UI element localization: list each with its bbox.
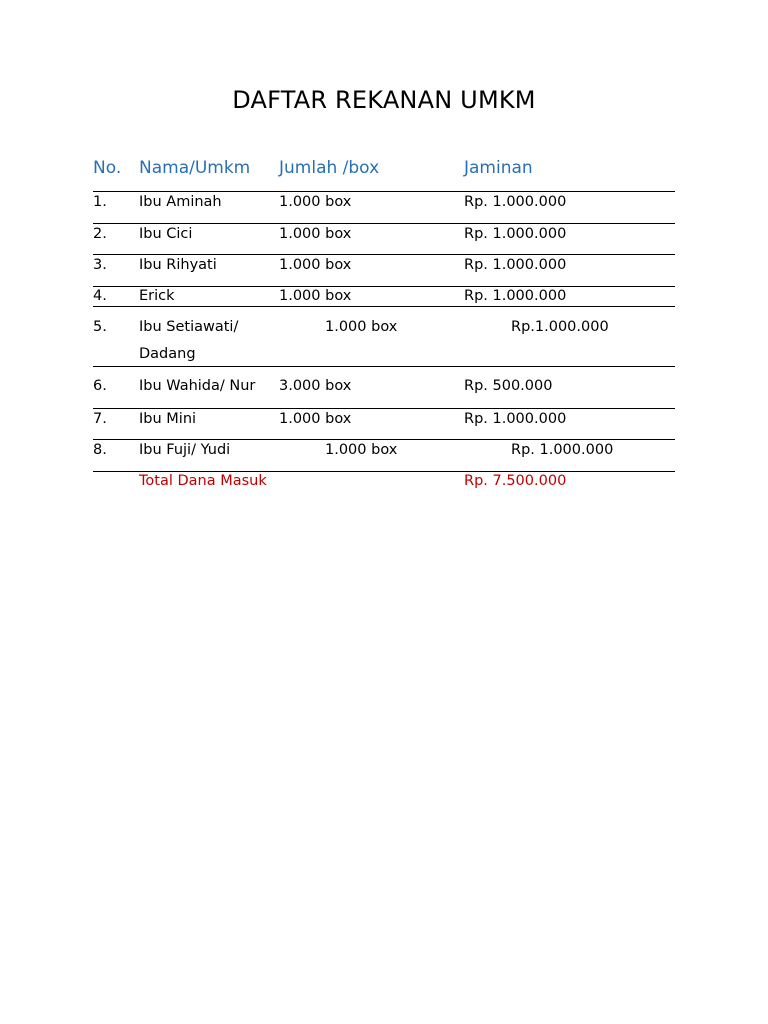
- header-no: No.: [93, 158, 122, 178]
- row-name: Ibu Fuji/ Yudi: [139, 442, 231, 458]
- row-name: Ibu Rihyati: [139, 257, 217, 273]
- table-row: [93, 409, 675, 440]
- row-qty: 3.000 box: [279, 378, 352, 394]
- row-no: 4.: [93, 288, 107, 304]
- row-qty: 1.000 box: [279, 288, 352, 304]
- row-name: Ibu Cici: [139, 226, 193, 242]
- page-title: DAFTAR REKANAN UMKM: [232, 86, 536, 114]
- row-no: 5.: [93, 319, 107, 335]
- table-row: [93, 440, 675, 472]
- row-guarantee: Rp. 1.000.000: [464, 411, 567, 427]
- partner-table: [93, 150, 675, 498]
- row-name: Ibu Setiawati/: [139, 319, 239, 335]
- row-guarantee: Rp.1.000.000: [511, 319, 609, 335]
- table-row: [93, 367, 675, 409]
- table-header: [93, 150, 675, 192]
- row-name: Ibu Aminah: [139, 194, 222, 210]
- row-name-block: [139, 319, 238, 362]
- row-no: 1.: [93, 194, 107, 210]
- table-row: [93, 224, 675, 255]
- table-row: [93, 255, 675, 287]
- total-label: Total Dana Masuk: [139, 473, 267, 489]
- table-row: [93, 307, 675, 367]
- row-no: 2.: [93, 226, 107, 242]
- table-row: [93, 287, 675, 307]
- row-name: Erick: [139, 288, 175, 304]
- row-name: Ibu Mini: [139, 411, 197, 427]
- header-guarantee: Jaminan: [464, 158, 533, 178]
- row-qty: 1.000 box: [279, 257, 352, 273]
- row-guarantee: Rp. 1.000.000: [511, 442, 614, 458]
- header-qty: Jumlah /box: [279, 158, 380, 178]
- row-no: 6.: [93, 378, 107, 394]
- table-row: [93, 192, 675, 224]
- row-name-continued: Dadang: [139, 346, 196, 362]
- row-qty: 1.000 box: [279, 194, 352, 210]
- row-guarantee: Rp. 1.000.000: [464, 226, 567, 242]
- row-qty: 1.000 box: [279, 226, 352, 242]
- total-row: [93, 472, 675, 498]
- total-value: Rp. 7.500.000: [464, 473, 567, 489]
- row-name: Ibu Wahida/ Nur: [139, 378, 256, 394]
- row-no: 8.: [93, 442, 107, 458]
- row-guarantee: Rp. 500.000: [464, 378, 553, 394]
- row-qty: 1.000 box: [279, 411, 352, 427]
- row-qty: 1.000 box: [325, 442, 398, 458]
- row-guarantee: Rp. 1.000.000: [464, 257, 567, 273]
- row-no: 3.: [93, 257, 107, 273]
- row-guarantee: Rp. 1.000.000: [464, 194, 567, 210]
- row-guarantee: Rp. 1.000.000: [464, 288, 567, 304]
- row-no: 7.: [93, 411, 107, 427]
- header-name: Nama/Umkm: [139, 158, 251, 178]
- row-qty: 1.000 box: [325, 319, 398, 335]
